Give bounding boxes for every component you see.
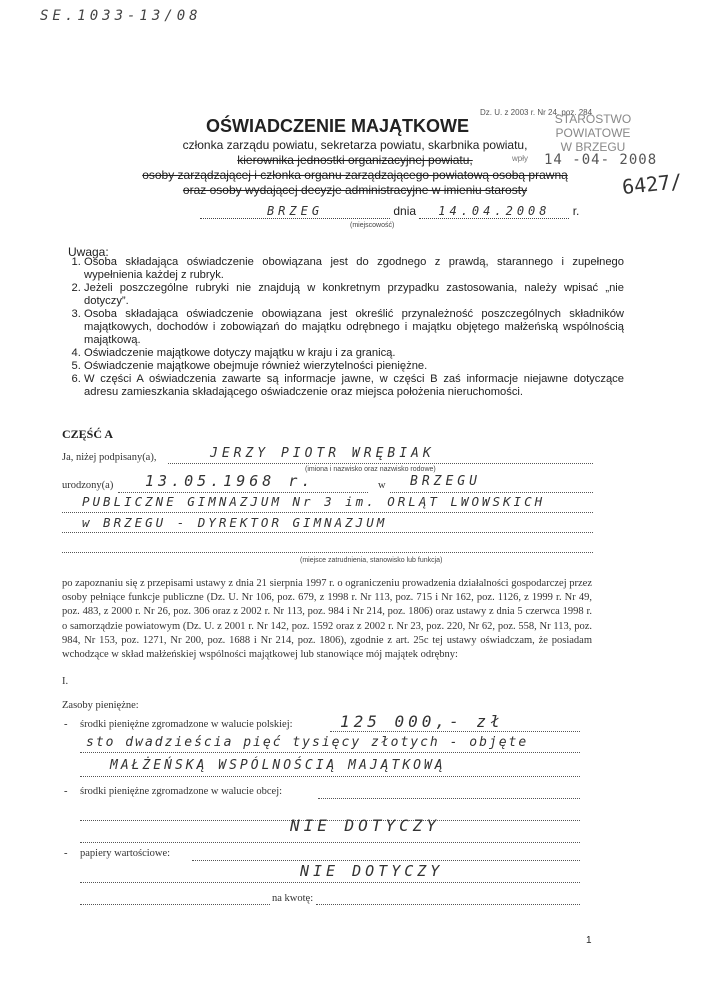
pln-words2-underline — [80, 776, 580, 777]
office-stamp-line2: W BRZEGU — [560, 140, 626, 154]
note-item: 1. Osoba składająca oświadczenie obowiązana jest do zgodnego z prawdą, starannego i zupełnego wypełnienia każdej z rubryk. — [84, 256, 624, 282]
section-title-part-a: CZĘŚĆ A — [62, 427, 114, 441]
legal-paragraph: po zapoznaniu się z przepisami ustawy z dnia 21 sierpnia 1997 r. o ograniczeniu prowadzenia działalności gospodarczej przez osoby pełniące funkcje publiczne (Dz. U. Nr 106, poz. 679, z 1998 r. Nr 113, poz. 715 i Nr 162, poz. 1126, z 1999 r. Nr 49, poz. 483, z 2000 r. Nr 26, poz. 306 oraz z 2002 r. Nr 113, poz. 984 i Nr 214, poz. 1806) oraz ustawy z dnia 5 czerwca 1998 r. o samorządzie powiatowym (Dz. U. z 2001 r. Nr 142, poz. 1592 oraz z 2002 r. Nr 23, poz. 220, Nr 62, poz. 558, Nr 113, poz. 984, Nr 153, poz. 1271, Nr 200, poz. 1688 i Nr 214, poz. 1806), zgodnie z art. 25c tej ustawy oświadczam, że posiadam wchodzące w skład małżeńskiej wspólności majątkowej lub stanowiące mój majątek odrębny: — [62, 578, 592, 661]
page-title: OŚWIADCZENIE MAJĄTKOWE — [206, 116, 469, 136]
place-caption: (miejscowość) — [350, 222, 395, 229]
bullet-dash: - — [64, 719, 68, 730]
employment-underline-1 — [62, 512, 593, 513]
page-number: 1 — [586, 935, 592, 946]
amount-underline-left — [80, 904, 270, 905]
pln-label: środki pieniężne zgromadzone w walucie polskiej: — [80, 719, 293, 730]
pln-words-underline — [80, 752, 580, 753]
foreign-label: środki pieniężne zgromadzone w walucie obcej: — [80, 786, 283, 797]
bullet-dash: - — [64, 848, 68, 859]
name-caption: (imiona i nazwisko oraz nazwisko rodowe) — [305, 466, 436, 473]
notes-title: Uwaga: — [68, 245, 109, 259]
employment-underline-3 — [62, 552, 593, 553]
note-item: 6. W części A oświadczenia zawarte są informacje jawne, w części B zaś informacje niejawne dotyczące adresu zamieszkania składającego oświadczenie oraz miejsca położenia nieruchomości. — [84, 373, 624, 399]
office-stamp-line1: STAROSTWO POWIATOWE — [554, 112, 632, 140]
note-item: 5. Oświadczenie majątkowe obejmuje również wierzytelności pieniężne. — [84, 360, 624, 373]
subtitle-line-1: członka zarządu powiatu, sekretarza powiatu, skarbnika powiatu, — [182, 138, 528, 152]
amount-underline-right — [316, 904, 580, 905]
signed-name-field: JERZY PIOTR WRĘBIAK — [210, 446, 435, 461]
born-date-underline — [118, 492, 368, 493]
day-label: dnia — [393, 204, 417, 218]
note-item: 4. Oświadczenie majątkowe dotyczy majątku w kraju i za granicą. — [84, 347, 624, 360]
born-label: urodzony(a) — [62, 480, 114, 491]
subtitle-line-4: oraz osoby wydającej decyzje administracyjne w imieniu starosty — [182, 183, 528, 197]
section-roman-numeral: I. — [62, 676, 69, 687]
place-field: BRZEG — [200, 204, 390, 219]
born-place-underline — [390, 492, 593, 493]
in-label: w — [378, 480, 386, 491]
place-date-line — [200, 204, 600, 219]
pln-words-field: sto dwadzieścia pięć tysięcy złotych - objęte — [86, 735, 529, 750]
securities-underline-2 — [80, 882, 580, 883]
pln-underline — [330, 731, 580, 732]
amount-label: na kwotę: — [272, 893, 314, 904]
registration-number: 6427/ — [620, 168, 684, 200]
resources-title: Zasoby pieniężne: — [62, 700, 139, 711]
year-suffix: r. — [572, 204, 580, 218]
bullet-dash: - — [64, 786, 68, 797]
received-date-stamp: 14 -04- 2008 — [544, 152, 658, 168]
employment-caption: (miejsce zatrudnienia, stanowisko lub funkcja) — [300, 557, 443, 564]
foreign-underline-3 — [80, 842, 580, 843]
received-label: wpły — [512, 154, 529, 163]
pln-amount-field: 125 000,- zł — [340, 712, 504, 731]
note-item: 3. Osoba składająca oświadczenie obowiązana jest określić przynależność poszczególnych składników majątkowych, dochodów i zobowiązań do majątku odrębnego i majątku objętego małżeńską wspólnością majątkową. — [84, 308, 624, 347]
foreign-underline-1 — [318, 798, 580, 799]
legal-basis-note: Dz. U. z 2003 r. Nr 24, poz. 284 — [480, 108, 593, 117]
employment-underline-2 — [62, 532, 593, 533]
subtitle-line-3: osoby zarządzającej i członka organu zarządzającego powiatową osobą prawną — [142, 168, 568, 182]
employment-field-2: w BRZEGU - DYREKTOR GIMNAZJUM — [82, 515, 388, 530]
note-item: 2. Jeżeli poszczególne rubryki nie znajdują w konkretnym przypadku zastosowania, należy wpisać „nie dotyczy”. — [84, 282, 624, 308]
date-field: 14.04.2008 — [419, 204, 569, 219]
foreign-value-field: NIE DOTYCZY — [290, 816, 440, 835]
employment-field-1: PUBLICZNE GIMNAZJUM Nr 3 im. ORLĄT LWOWSKICH — [82, 494, 546, 509]
subtitle-line-2: kierownika jednostki organizacyjnej powiatu, — [237, 153, 473, 167]
notes-list — [62, 256, 624, 399]
signed-underline — [168, 463, 593, 464]
securities-value-field: NIE DOTYCZY — [300, 862, 444, 880]
securities-underline-1 — [192, 860, 580, 861]
securities-label: papiery wartościowe: — [80, 848, 171, 859]
born-date-field: 13.05.1968 r. — [145, 472, 315, 490]
document-id: SE.1033-13/08 — [40, 8, 202, 24]
signed-label: Ja, niżej podpisany(a), — [62, 452, 157, 463]
pln-words2-field: MAŁŻEŃSKĄ WSPÓLNOŚCIĄ MAJĄTKOWĄ — [110, 758, 446, 773]
born-place-field: BRZEGU — [410, 474, 481, 489]
